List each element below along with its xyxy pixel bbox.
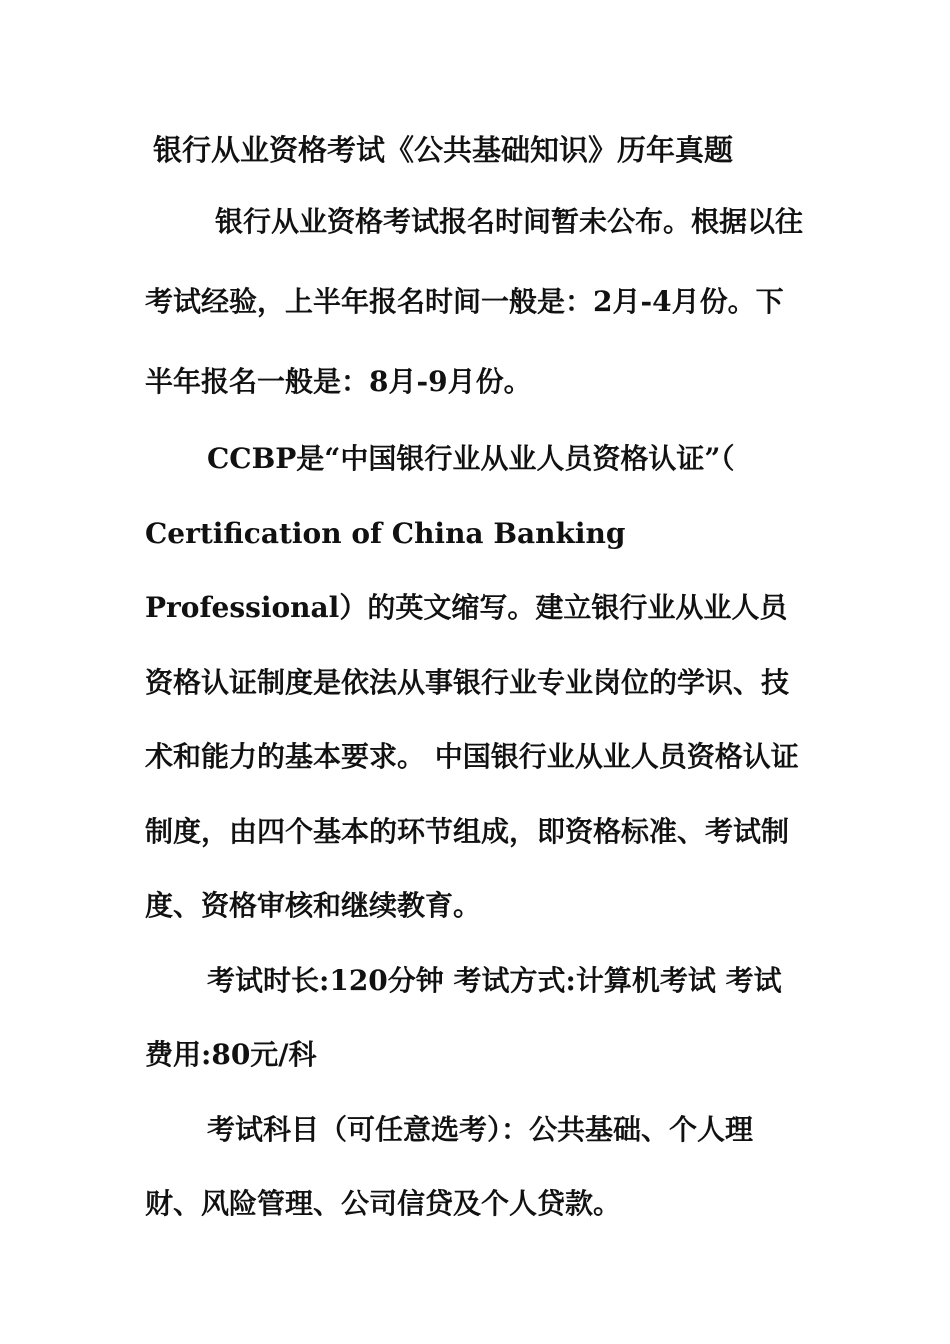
paragraph-registration-time: 银行从业资格考试报名时间暂未公布。根据以往考试经验，上半年报名时间一般是：2月-4月份。下半年报名一般是：8月-9月份。 xyxy=(145,205,804,398)
document-title: 银行从业资格考试《公共基础知识》历年真题 xyxy=(153,133,734,167)
document-body xyxy=(145,128,805,1242)
paragraph-exam-duration-fee: 考试时长:120分钟 考试方式:计算机考试 考试费用:80元/科 xyxy=(145,963,782,1071)
paragraph-ccbp-intro: CCBP是“中国银行业从业人员资格认证”（ Certification of China Banking Professional）的英文缩写。建立银行业从业人员资格认证制度是依法从事银行业专业岗位的学识、技术和能力的基本要求。 中国银行业从业人员资格认证制度，由四个基本的环节组成，即资格标准、考试制度、资格审核和继续教育。 xyxy=(145,442,799,922)
paragraph-exam-subjects: 考试科目（可任意选考）：公共基础、个人理财、风险管理、公司信贷及个人贷款。 xyxy=(145,1112,754,1220)
